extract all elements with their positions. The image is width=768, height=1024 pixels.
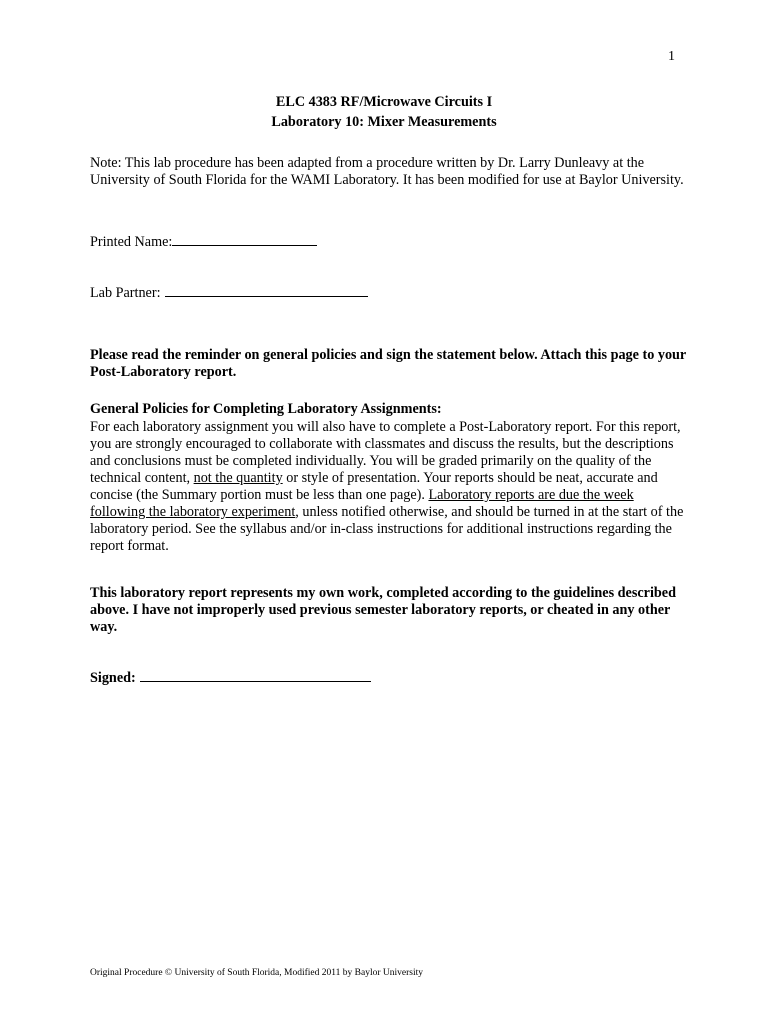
policy-line: you are strongly encouraged to collaborate with classmates and discuss the results, but the descriptions: [90, 436, 674, 452]
policy-text: concise (the Summary portion must be less than one page).: [90, 487, 429, 503]
lab-title: Laboratory 10: Mixer Measurements: [271, 114, 497, 130]
statement-line: way.: [90, 619, 118, 635]
policy-line: report format.: [90, 538, 169, 554]
signed-label: Signed:: [90, 670, 136, 686]
signature-field[interactable]: [90, 669, 371, 687]
note-line: Note: This lab procedure has been adapted from a procedure written by Dr. Larry Dunleavy at the: [90, 155, 645, 171]
policy-line: laboratory period. See the syllabus and/or in-class instructions for additional instructions regarding the: [90, 521, 672, 537]
policy-line: [90, 504, 690, 521]
footer-copyright: Original Procedure © University of South Florida, Modified 2011 by Baylor University: [90, 968, 423, 978]
policy-text: , unless notified otherwise, and should be turned in at the start of the: [295, 504, 684, 520]
policy-emphasis: not the quantity: [193, 470, 283, 486]
policy-emphasis: following the laboratory experiment: [90, 504, 296, 520]
reminder-line: Post-Laboratory report.: [90, 364, 237, 380]
statement-line: above. I have not improperly used previous semester laboratory reports, or cheated in any other: [90, 602, 671, 618]
honor-statement: [90, 585, 690, 636]
page-number: 1: [668, 49, 675, 64]
reminder-line: Please read the reminder on general policies and sign the statement below. Attach this page to your: [90, 347, 687, 363]
policy-text: technical content,: [90, 470, 194, 486]
lab-partner-blank[interactable]: [165, 284, 368, 297]
course-title: ELC 4383 RF/Microwave Circuits I: [275, 94, 493, 110]
printed-name-field[interactable]: [90, 233, 317, 251]
policy-line: and conclusions must be completed individually. You will be graded primarily on the quality of the: [90, 453, 652, 469]
lab-partner-label: Lab Partner:: [90, 285, 161, 301]
policy-line: [90, 487, 690, 504]
printed-name-blank[interactable]: [172, 233, 317, 246]
policy-line: For each laboratory assignment you will also have to complete a Post-Laboratory report. For this report,: [90, 419, 681, 435]
policy-text: or style of presentation. Your reports should be neat, accurate and: [282, 470, 658, 486]
printed-name-label: Printed Name:: [90, 234, 173, 250]
policy-emphasis: Laboratory reports are due the week: [428, 487, 634, 503]
policies-body: [90, 419, 690, 555]
policy-reminder: [90, 347, 690, 381]
policies-heading: General Policies for Completing Laboratory Assignments:: [90, 401, 442, 417]
lab-partner-field[interactable]: [90, 284, 368, 302]
signature-blank[interactable]: [140, 669, 371, 682]
note-line: University of South Florida for the WAMI Laboratory. It has been modified for use at Baylor University.: [90, 172, 684, 188]
policy-line: [90, 470, 690, 487]
statement-line: This laboratory report represents my own work, completed according to the guidelines described: [90, 585, 676, 601]
adaptation-note: [90, 155, 690, 189]
